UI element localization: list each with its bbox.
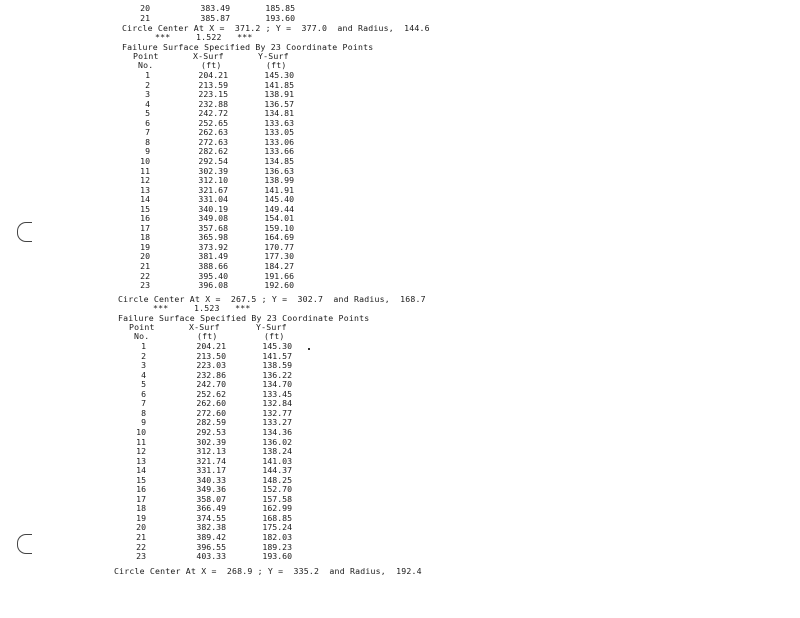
x-surf-value: 242.72 [198,108,228,119]
point-number: 6 [145,117,150,128]
point-number: 16 [140,213,150,224]
x-surf-value: 381.49 [198,251,228,262]
x-surf-value: 357.68 [198,222,228,233]
x-surf-value: 331.17 [196,465,226,476]
x-surf-value: 395.40 [198,270,228,281]
y-surf-value: 164.69 [264,232,294,243]
x-surf-value: 204.21 [198,70,228,80]
point-number: 12 [136,446,146,457]
point-number: 1 [145,70,150,80]
x-surf-value: 204.21 [196,341,226,351]
x-surf-value: 373.92 [198,241,228,252]
y-surf-value: 162.99 [262,503,292,514]
x-surf-value: 349.08 [198,213,228,224]
point-number: 8 [141,407,146,418]
point-number: 18 [136,503,146,514]
y-surf-value: 193.60 [262,551,292,562]
point-number: 3 [141,360,146,371]
point-number: 10 [140,155,150,166]
y-surf-value: 133.27 [262,417,292,428]
header-x-unit: (ft) [197,331,218,341]
point-number: 14 [140,194,150,205]
y-surf-value: 134.81 [264,108,294,119]
point-number: 1 [141,341,146,351]
x-surf-value: 272.63 [198,136,228,147]
x-surf-value: 282.59 [196,417,226,428]
point-number: 11 [136,436,146,447]
point-number: 15 [136,474,146,485]
y-surf-value: 157.58 [262,493,292,504]
x-surf-value: 223.15 [198,89,228,100]
header-no: No. [138,60,154,70]
point-number: 21 [140,12,150,23]
y-surf-value: 168.85 [262,512,292,523]
point-number: 9 [145,146,150,157]
x-surf-value: 312.10 [198,175,228,186]
point-number: 21 [140,261,150,271]
point-number: 6 [141,388,146,399]
header-y-unit: (ft) [264,331,285,341]
point-number: 19 [140,241,150,252]
y-surf-value: 138.99 [264,175,294,186]
x-surf-value: 388.66 [198,261,228,271]
x-surf-value: 382.38 [196,522,226,533]
x-surf-value: 349.36 [196,484,226,495]
header-no: No. [134,331,150,341]
x-surf-value: 312.13 [196,446,226,457]
y-surf-value: 185.85 [265,3,295,13]
y-surf-value: 134.70 [262,379,292,390]
point-number: 23 [136,551,146,562]
x-surf-value: 232.88 [198,98,228,109]
point-number: 22 [140,270,150,281]
header-y: Y-Surf [256,322,287,332]
x-surf-value: 242.70 [196,379,226,390]
point-number: 7 [141,398,146,409]
x-surf-value: 213.50 [196,350,226,361]
point-number: 3 [145,89,150,100]
x-surf-value: 383.49 [200,3,230,13]
y-surf-value: 189.23 [262,541,292,552]
point-number: 8 [145,136,150,147]
point-number: 17 [136,493,146,504]
x-surf-value: 340.33 [196,474,226,485]
y-surf-value: 184.27 [264,261,294,271]
point-number: 7 [145,127,150,138]
y-surf-value: 141.03 [262,455,292,466]
point-number: 11 [140,165,150,176]
y-surf-value: 134.85 [264,155,294,166]
y-surf-value: 138.24 [262,446,292,457]
y-surf-value: 170.77 [264,241,294,252]
x-surf-value: 282.62 [198,146,228,157]
x-surf-value: 302.39 [196,436,226,447]
x-surf-value: 366.49 [196,503,226,514]
circle-center-line-2: Circle Center At X = 267.5 ; Y = 302.7 and Radius, 168.7 [118,294,426,304]
point-number: 20 [136,522,146,533]
y-surf-value: 133.63 [264,117,294,128]
point-number: 4 [141,369,146,380]
x-surf-value: 385.87 [200,12,230,23]
y-surf-value: 149.44 [264,203,294,214]
y-surf-value: 154.01 [264,213,294,224]
x-surf-value: 321.74 [196,455,226,466]
header-point: Point [129,322,155,332]
point-number: 23 [140,280,150,291]
y-surf-value: 141.85 [264,79,294,90]
y-surf-value: 175.24 [262,522,292,533]
point-number: 21 [136,532,146,542]
point-number: 15 [140,203,150,214]
y-surf-value: 191.66 [264,270,294,281]
point-number: 20 [140,251,150,262]
x-surf-value: 403.33 [196,551,226,562]
y-surf-value: 159.10 [264,222,294,233]
x-surf-value: 321.67 [198,184,228,195]
point-number: 19 [136,512,146,523]
x-surf-value: 272.60 [196,407,226,418]
point-number: 5 [145,108,150,119]
y-surf-value: 136.22 [262,369,292,380]
point-number: 22 [136,541,146,552]
y-surf-value: 133.05 [264,127,294,138]
point-number: 17 [140,222,150,233]
header-x: X-Surf [189,322,220,332]
surface-title-2: Failure Surface Specified By 23 Coordinate Points [122,42,374,52]
point-number: 20 [140,3,150,13]
y-surf-value: 133.66 [264,146,294,157]
punch-hole-mark [17,534,32,554]
y-surf-value: 138.59 [262,360,292,371]
y-surf-value: 136.02 [262,436,292,447]
factor-of-safety-line-2: *** 1.523 *** [153,303,251,313]
y-surf-value: 145.40 [264,194,294,205]
y-surf-value: 133.45 [262,388,292,399]
x-surf-value: 365.98 [198,232,228,243]
x-surf-value: 252.62 [196,388,226,399]
y-surf-value: 141.57 [262,350,292,361]
point-number: 4 [145,98,150,109]
y-surf-value: 134.36 [262,426,292,437]
x-surf-value: 232.86 [196,369,226,380]
y-surf-value: 136.63 [264,165,294,176]
y-surf-value: 152.70 [262,484,292,495]
x-surf-value: 358.07 [196,493,226,504]
y-surf-value: 144.37 [262,465,292,476]
y-surf-value: 145.30 [264,70,294,80]
point-number: 14 [136,465,146,476]
header-y-unit: (ft) [266,60,287,70]
x-surf-value: 331.04 [198,194,228,205]
point-number: 2 [141,350,146,361]
x-surf-value: 374.55 [196,512,226,523]
y-surf-value: 182.03 [262,532,292,542]
surface-title-3: Failure Surface Specified By 23 Coordinate Points [118,313,370,323]
header-point: Point [133,51,159,61]
y-surf-value: 145.30 [262,341,292,351]
y-surf-value: 141.91 [264,184,294,195]
factor-of-safety-line-1: *** 1.522 *** [155,32,253,42]
stray-dot [308,348,310,350]
header-x-unit: (ft) [201,60,222,70]
y-surf-value: 148.25 [262,474,292,485]
x-surf-value: 389.42 [196,532,226,542]
y-surf-value: 136.57 [264,98,294,109]
y-surf-value: 133.06 [264,136,294,147]
point-number: 9 [141,417,146,428]
point-number: 5 [141,379,146,390]
point-number: 16 [136,484,146,495]
point-number: 10 [136,426,146,437]
x-surf-value: 292.54 [198,155,228,166]
y-surf-value: 132.77 [262,407,292,418]
x-surf-value: 396.08 [198,280,228,291]
punch-hole-mark [17,222,32,242]
y-surf-value: 138.91 [264,89,294,100]
x-surf-value: 302.39 [198,165,228,176]
x-surf-value: 262.63 [198,127,228,138]
x-surf-value: 252.65 [198,117,228,128]
point-number: 13 [136,455,146,466]
x-surf-value: 262.60 [196,398,226,409]
circle-center-line-3: Circle Center At X = 268.9 ; Y = 335.2 and Radius, 192.4 [114,566,422,576]
x-surf-value: 396.55 [196,541,226,552]
x-surf-value: 340.19 [198,203,228,214]
x-surf-value: 213.59 [198,79,228,90]
y-surf-value: 177.30 [264,251,294,262]
y-surf-value: 132.84 [262,398,292,409]
circle-center-line-1: Circle Center At X = 371.2 ; Y = 377.0 and Radius, 144.6 [122,23,430,33]
x-surf-value: 223.03 [196,360,226,371]
point-number: 12 [140,175,150,186]
x-surf-value: 292.53 [196,426,226,437]
y-surf-value: 192.60 [264,280,294,291]
header-y: Y-Surf [258,51,289,61]
point-number: 2 [145,79,150,90]
point-number: 18 [140,232,150,243]
y-surf-value: 193.60 [265,12,295,23]
point-number: 13 [140,184,150,195]
header-x: X-Surf [193,51,224,61]
